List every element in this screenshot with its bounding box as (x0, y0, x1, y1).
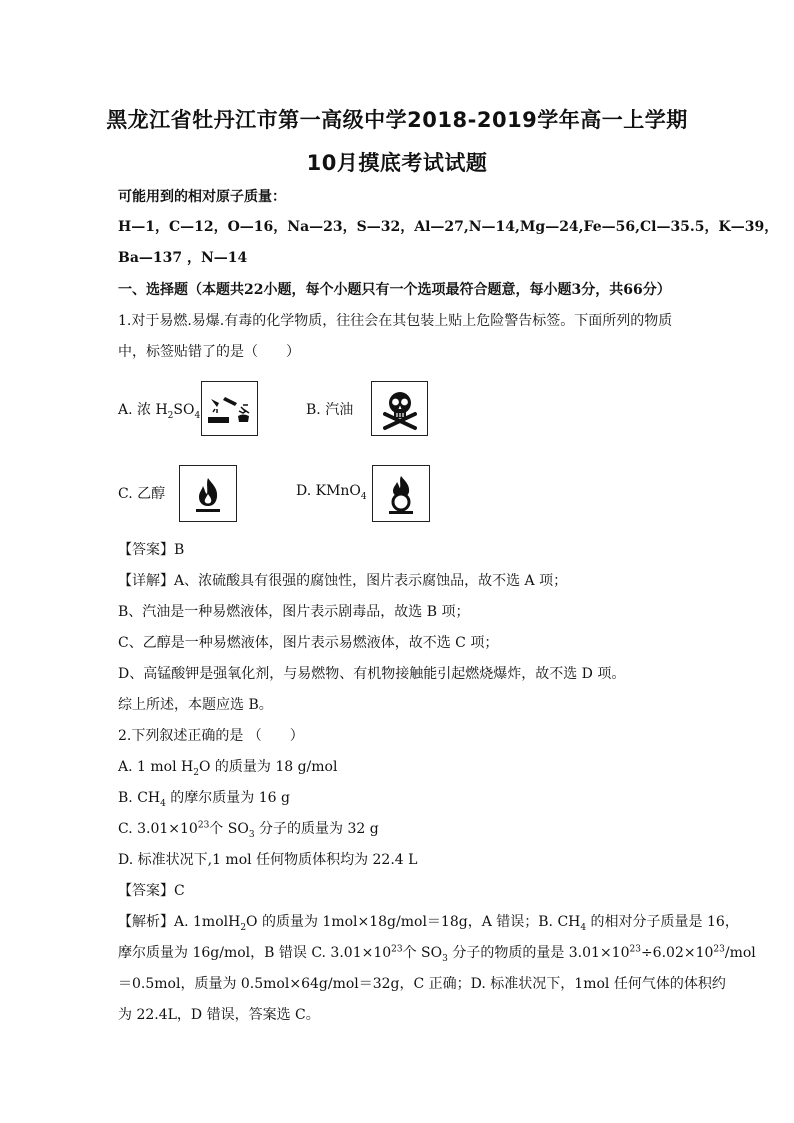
page-title-line-2: 10月摸底考试试题 (306, 151, 488, 175)
page-title-line-1: 黑龙江省牡丹江市第一高级中学2018-2019学年高一上学期 (106, 108, 688, 132)
q2-explain-line-4: 为 22.4L，D 错误，答案选 C。 (118, 1007, 320, 1023)
q2-option-b: B. $CH_4$ 的摩尔质量为 16 g (118, 790, 290, 809)
q1-stem-line-1: 1.对于易燃.易爆.有毒的化学物质，往往会在其包装上贴上危险警告标签。下面所列的物质 (118, 313, 673, 329)
q1-option-a-label-box (201, 381, 258, 436)
corrosive-icon (205, 389, 255, 429)
q2-option-a: A. 1 mol $H_2O$ 的质量为 18 g/mol (118, 759, 338, 778)
q1-answer: 【答案】B (118, 542, 185, 558)
oxidizer-flame-over-circle-icon (381, 472, 421, 516)
q2-option-d: D. 标准状况下,1 mol 任何物质体积均为 22.4 L (118, 852, 418, 868)
q1-option-c-label-box (179, 465, 237, 522)
q1-explain-line: D、高锰酸钾是强氧化剂，与易燃物、有机物接触能引起燃烧爆炸，故不选 D 项。 (118, 666, 626, 682)
q1-explain-line: C、乙醇是一种易燃液体，图片表示易燃液体，故不选 C 项； (118, 635, 499, 651)
skull-crossbones-icon (377, 386, 423, 432)
q1-option-a-label: A. 浓 $H_2SO_4$ (118, 402, 201, 421)
q2-answer: 【答案】C (118, 883, 185, 899)
q1-option-b-label-box (371, 381, 428, 436)
q1-explain-line: B、汽油是一种易燃液体，图片表示剧毒品，故选 B 项； (118, 604, 470, 620)
atomic-mass-heading: 可能用到的相对原子质量： (118, 189, 286, 205)
q1-option-d-label-box (372, 465, 430, 522)
atomic-mass-line-1: H—1，C—12，O—16，Na—23，S—32，Al—27,N—14,Mg—24,Fe—56,Cl—35.5，K—39， (118, 219, 779, 235)
q2-explain-line-3: ＝0.5mol，质量为 0.5mol×64g/mol＝32g，C 正确；D. 标准状况下，1mol 任何气体的体积约 (118, 976, 726, 992)
q2-explain-line-2: 摩尔质量为 16g/mol，B 错误 C. $3.01\times 10^{23}$个 $SO_3$ 分子的物质的量是 $3.01\times 10^{23}\div 6.02\times 10^{23}$/mol (118, 944, 756, 964)
q2-explain-line-1: 【解析】A. 1molH$_2$O 的质量为 1mol×18g/mol＝18g，A 错误；B. $CH_4$ 的相对分子质量是 16， (118, 914, 739, 933)
q1-option-d-label: D. KMnO$_4$ (296, 483, 367, 502)
q1-option-c-label: C. 乙醇 (118, 486, 166, 502)
q1-stem-line-2: 中，标签贴错了的是（ ） (118, 344, 300, 360)
q2-stem: 2.下列叙述正确的是 （ ） (118, 728, 304, 744)
flame-icon (188, 472, 228, 516)
q1-explain-line: 综上所述，本题应选 B。 (118, 697, 273, 713)
q1-explain-line: 【详解】A、浓硫酸具有很强的腐蚀性，图片表示腐蚀品，故不选 A 项； (118, 573, 568, 589)
q2-option-c: C. $3.01\times 10^{23}$个 $SO_3$ 分子的质量为 32 g (118, 820, 379, 840)
section-heading: 一、选择题（本题共22小题，每个小题只有一个选项最符合题意，每小题3分，共66分） (118, 282, 671, 298)
atomic-mass-line-2: Ba—137 ，N—14 (118, 250, 248, 266)
q1-option-b-label: B. 汽油 (306, 402, 354, 418)
